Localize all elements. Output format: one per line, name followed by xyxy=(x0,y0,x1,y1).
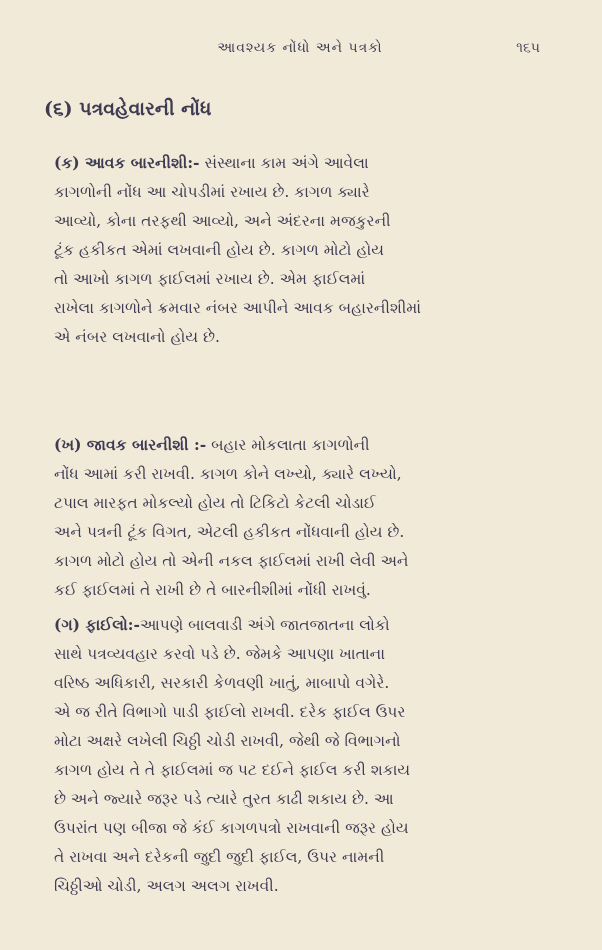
running-title: આવશ્યક નોંધો અને પત્રકો xyxy=(217,40,383,56)
paragraph-line: ટપાલ મારફત મોકલ્યો હોય તો ટિકિટો કેટલી ચોડાઈ xyxy=(54,494,376,512)
paragraph-line: આપણે બાલવાડી અંગે જાતજાતના લોકો xyxy=(139,616,390,634)
paragraph-inward-register xyxy=(54,148,554,352)
paragraph-line: કાગળ મોટો હોય તો એની નકલ ફાઈલમાં રાખી લેવી અને xyxy=(54,552,409,570)
paragraph-line: તે રાખવા અને દરેકની જુદી જુદી ફાઈલ, ઉપર નામની xyxy=(54,848,385,866)
paragraph-line: એ નંબર લખવાનો હોય છે. xyxy=(54,328,220,346)
paragraph-line: નોંધ આમાં કરી રાખવી. કાગળ કોને લખ્યો, ક્યારે લખ્યો, xyxy=(54,465,402,483)
paragraph-line: છે અને જ્યારે જરૂર પડે ત્યારે તુરત કાઢી શકાય છે. આ xyxy=(54,790,394,808)
paragraph-line: અને પત્રની ટૂંક વિગત, એટલી હકીકત નોંધવાની હોય છે. xyxy=(54,523,405,541)
paragraph-lead: (ગ) ફાઈલો:- xyxy=(54,615,140,634)
paragraph-line: ઉપરાંત પણ બીજા જે કંઈ કાગળપત્રો રાખવાની જરૂર હોય xyxy=(54,819,409,837)
paragraph-first-line xyxy=(54,148,554,178)
page-number: ૧૬૫ xyxy=(516,40,540,56)
paragraph-line: સાથે પત્રવ્યવહાર કરવો પડે છે. જેમકે આપણા ખાતાના xyxy=(54,645,386,663)
paragraph-first-line xyxy=(54,610,554,640)
section-heading: (૬) પત્રવહેવારની નોંધ xyxy=(44,98,212,120)
paragraph-first-line xyxy=(54,430,554,460)
paragraph-line: કાગળ હોય તે તે ફાઈલમાં જ પટ દઈને ફાઈલ કરી શકાય xyxy=(54,761,411,779)
page-header xyxy=(0,40,602,70)
paragraph-line: મોટા અક્ષરે લખેલી ચિઠ્ઠી ચોડી રાખવી, જેથી જે વિભાગનો xyxy=(54,732,401,750)
paragraph-line: તો આખો કાગળ ફાઈલમાં રખાય છે. એમ ફાઈલમાં xyxy=(54,270,366,288)
paragraph-line: ચિઠ્ઠીઓ ચોડી, અલગ અલગ રાખવી. xyxy=(54,877,279,895)
paragraph-line: સંસ્થાના કામ અંગે આવેલા xyxy=(204,154,369,172)
paragraph-lead: (ક) આવક બારનીશી:- xyxy=(54,153,200,172)
paragraph-outward-register xyxy=(54,430,554,605)
paragraph-files xyxy=(54,610,554,901)
paragraph-line: કઈ ફાઈલમાં તે રાખી છે તે બારનીશીમાં નોંધી રાખવું. xyxy=(54,581,371,599)
paragraph-line: આવ્યો, કોના તરફથી આવ્યો, અને અંદરના મજકુરની xyxy=(54,212,391,230)
paragraph-lead: (ખ) જાવક બારનીશી :- xyxy=(54,435,207,454)
paragraph-line: રાખેલા કાગળોને ક્રમવાર નંબર આપીને આવક બહારનીશીમાં xyxy=(54,299,422,317)
paragraph-line: ટૂંક હકીકત એમાં લખવાની હોય છે. કાગળ મોટો હોય xyxy=(54,241,384,259)
paragraph-line: કાગળોની નોંધ આ ચોપડીમાં રખાય છે. કાગળ ક્યારે xyxy=(54,183,370,201)
paragraph-line: વરિષ્ઠ અધિકારી, સરકારી કેળવણી ખાતું, માબાપો વગેરે. xyxy=(54,674,390,692)
paragraph-line: એ જ રીતે વિભાગો પાડી ફાઈલો રાખવી. દરેક ફાઈલ ઉપર xyxy=(54,703,406,721)
paragraph-line: બહાર મોકલાતા કાગળોની xyxy=(211,436,370,454)
